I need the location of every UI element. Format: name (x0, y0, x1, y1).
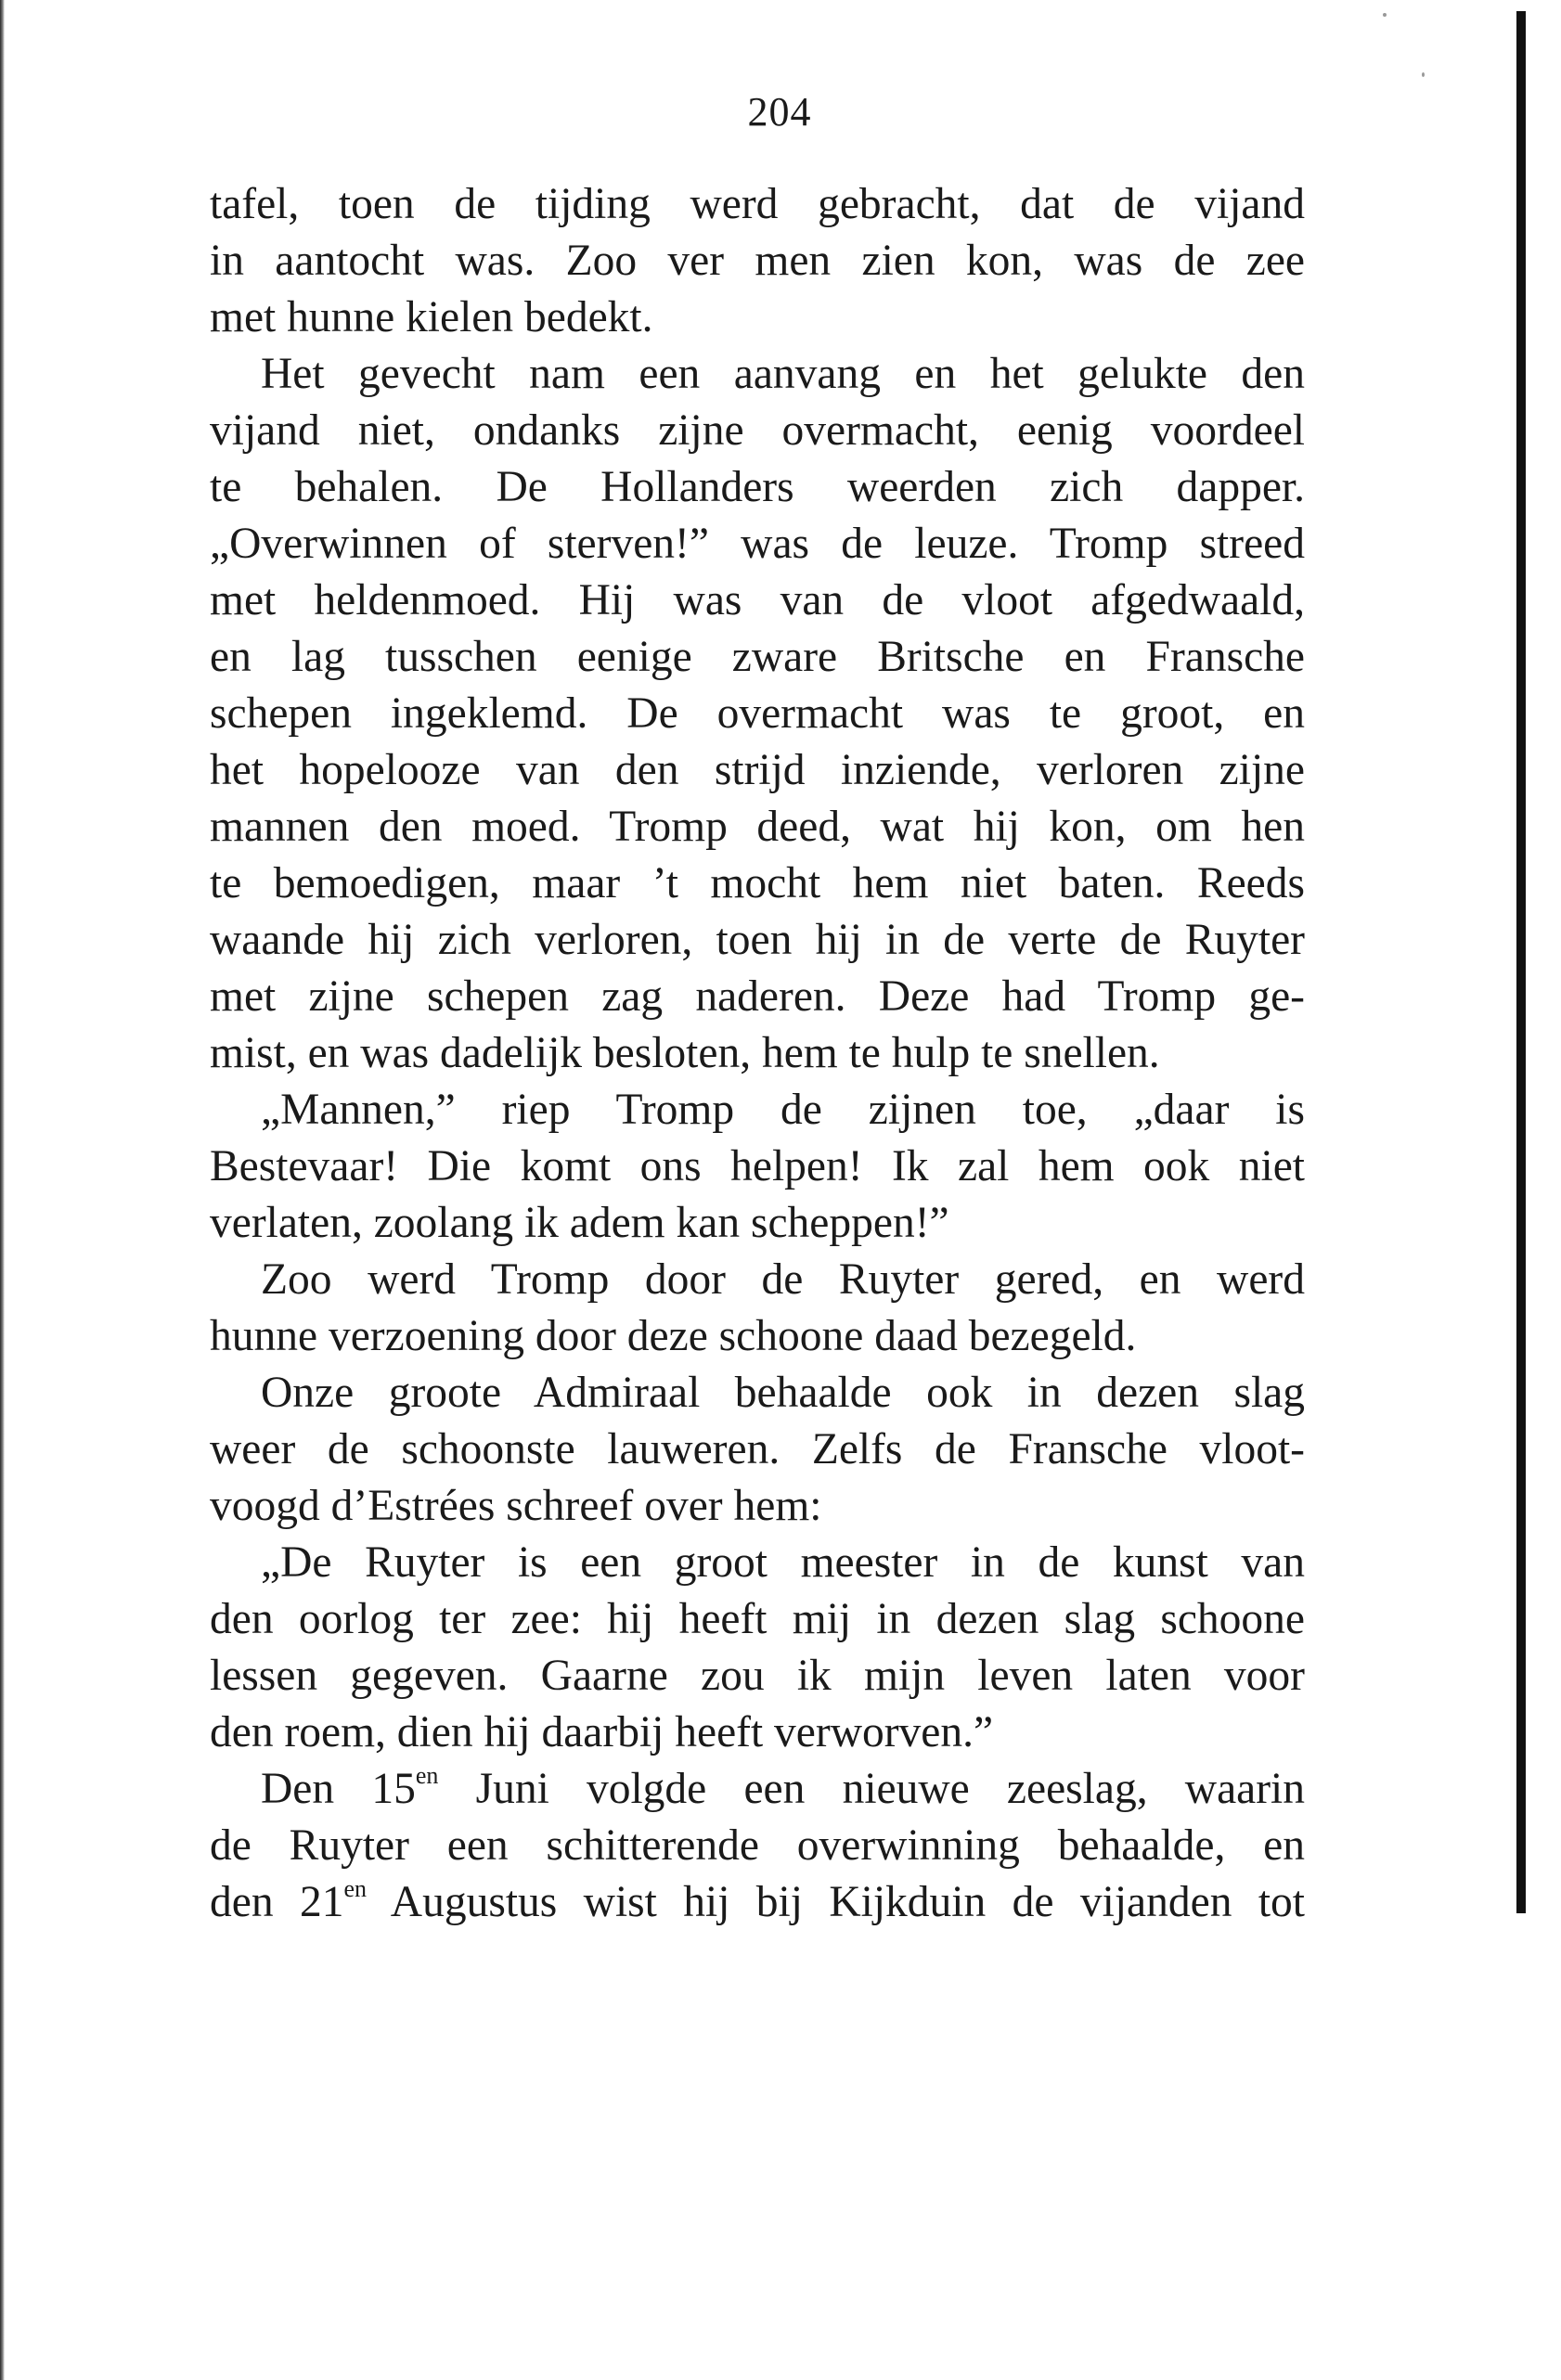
text-line: te behalen. De Hollanders weerden zich dapper. (210, 463, 1305, 511)
text-line: verlaten, zoolang ik adem kan scheppen!” (210, 1199, 949, 1247)
text-line: „Overwinnen of sterven!” was de leuze. Tromp streed (210, 520, 1305, 568)
scan-speck (1422, 72, 1425, 77)
ordinal-suffix: en (343, 1875, 368, 1903)
text-line: waande hij zich verloren, toen hij in de verte de Ruyter (210, 916, 1305, 964)
text-line: met hunne kielen bedekt. (210, 293, 653, 341)
text-line: tafel, toen de tijding werd gebracht, dat de vijand (210, 180, 1305, 228)
text-line: den roem, dien hij daarbij heeft verworven.” (210, 1708, 994, 1756)
text-line: de Ruyter een schitterende overwinning behaalde, en (210, 1821, 1305, 1870)
body-text (210, 176, 1305, 1931)
scan-border-left (0, 0, 5, 2380)
text-run: Juni volgde een nieuwe zeeslag, waarin (438, 1765, 1305, 1813)
text-line: weer de schoonste lauweren. Zelfs de Fransche vloot- (210, 1425, 1305, 1473)
text-line: Zoo werd Tromp door de Ruyter gered, en werd (261, 1255, 1305, 1304)
paragraph (210, 1535, 1305, 1761)
paragraph (210, 1082, 1305, 1252)
paragraph (210, 346, 1305, 1082)
text-run: den 21 (210, 1878, 344, 1926)
text-line: Het gevecht nam een aanvang en het gelukte den (261, 350, 1305, 398)
text-line: hunne verzoening door deze schoone daad bezegeld. (210, 1312, 1137, 1360)
text-line: lessen gegeven. Gaarne zou ik mijn leven laten voor (210, 1652, 1305, 1700)
text-line: Onze groote Admiraal behaalde ook in dezen slag (261, 1369, 1305, 1417)
text-line: vijand niet, ondanks zijne overmacht, eenig voordeel (210, 406, 1305, 455)
paragraph (210, 1761, 1305, 1931)
text-line: met heldenmoed. Hij was van de vloot afgedwaald, (210, 576, 1305, 624)
text-run: Den 15 (261, 1765, 416, 1813)
text-line: te bemoedigen, maar ’t mocht hem niet baten. Reeds (210, 859, 1305, 907)
text-line: voogd d’Estrées schreef over hem: (210, 1482, 822, 1530)
paragraph (210, 176, 1305, 346)
ordinal-suffix: en (415, 1762, 439, 1790)
text-line: met zijne schepen zag naderen. Deze had Tromp ge- (210, 972, 1305, 1021)
page-number: 204 (747, 89, 812, 135)
text-line: mannen den moed. Tromp deed, wat hij kon, om hen (210, 803, 1305, 851)
text-line: schepen ingeklemd. De overmacht was te groot, en (210, 689, 1305, 738)
text-line: en lag tusschen eenige zware Britsche en Fransche (210, 633, 1305, 681)
text-line (210, 1761, 1305, 1818)
text-line: Bestevaar! Die komt ons helpen! Ik zal hem ook niet (210, 1142, 1305, 1190)
scan-border-right (1516, 11, 1526, 1913)
paragraph (210, 1365, 1305, 1535)
paragraph (210, 1252, 1305, 1365)
text-line: „De Ruyter is een groot meester in de kunst van (261, 1538, 1305, 1587)
text-line: in aantocht was. Zoo ver men zien kon, was de zee (210, 237, 1305, 285)
text-run: Augustus wist hij bij Kijkduin de vijanden tot (367, 1878, 1305, 1926)
text-line: den oorlog ter zee: hij heeft mij in dezen slag schoone (210, 1595, 1305, 1643)
scan-speck (1383, 13, 1387, 17)
text-line: het hopelooze van den strijd inziende, verloren zijne (210, 746, 1305, 794)
text-line: mist, en was dadelijk besloten, hem te hulp te snellen. (210, 1029, 1160, 1077)
text-line (210, 1874, 1305, 1931)
text-line: „Mannen,” riep Tromp de zijnen toe, „daar is (261, 1086, 1305, 1134)
